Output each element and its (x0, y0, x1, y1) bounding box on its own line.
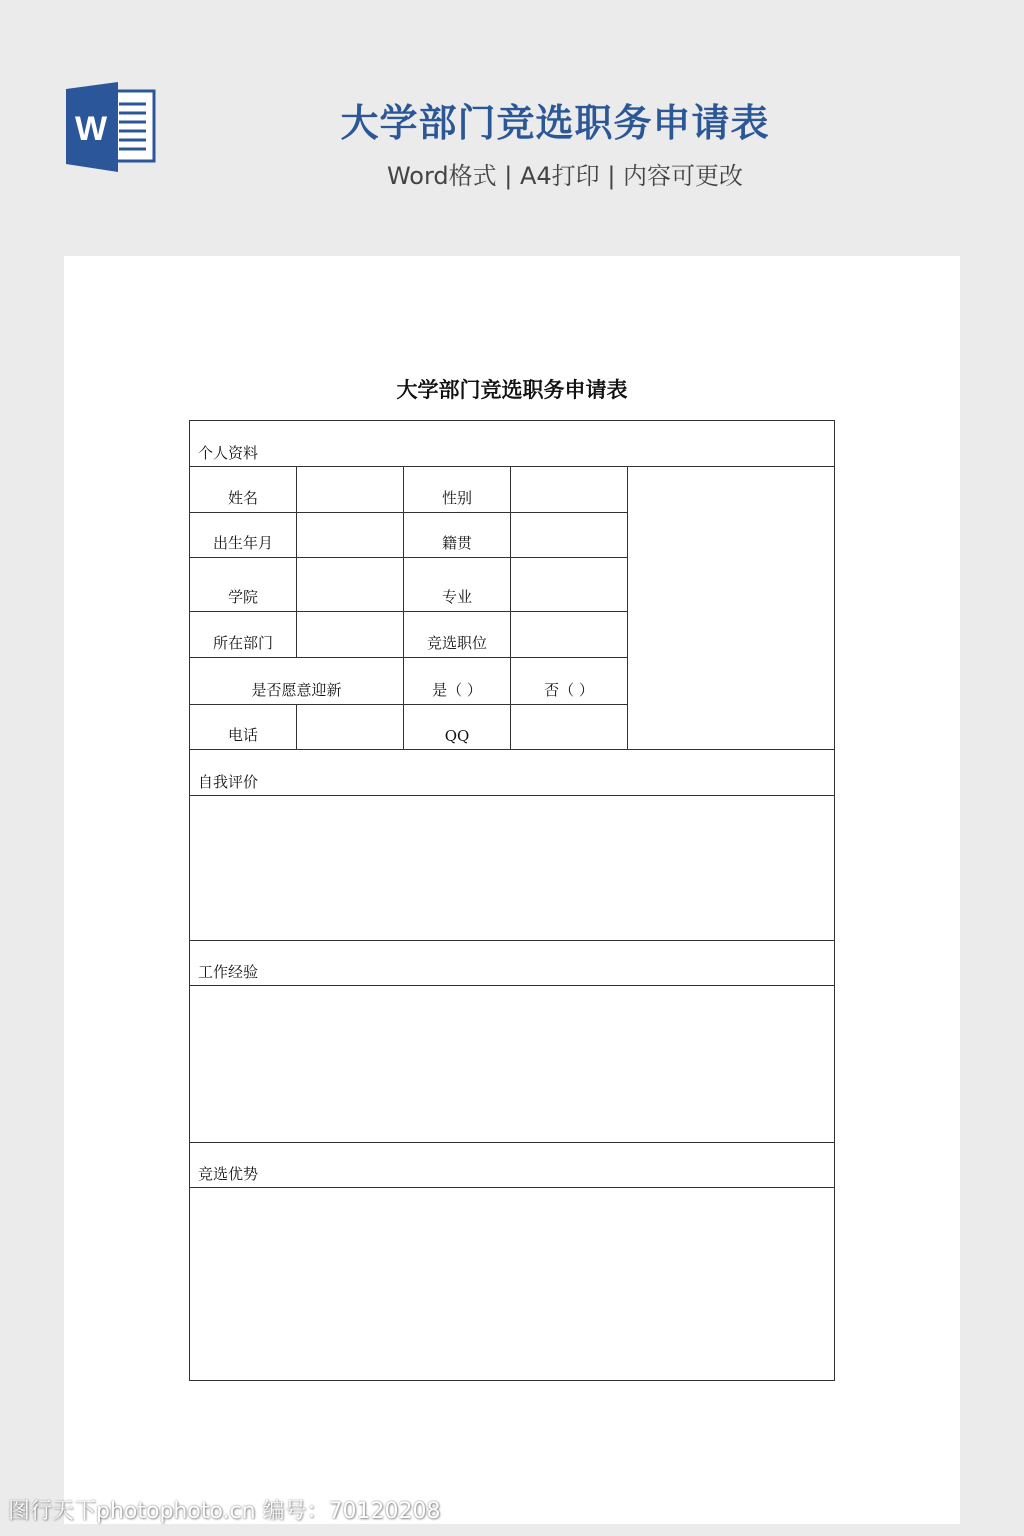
input-position[interactable] (511, 612, 628, 658)
input-campaign-advantages[interactable] (190, 1188, 835, 1381)
section-work-experience: 工作经验 (190, 941, 835, 986)
input-name[interactable] (297, 467, 404, 513)
option-no[interactable]: 否（ ） (511, 658, 628, 705)
header-title: 大学部门竞选职务申请表 (340, 101, 770, 145)
label-name: 姓名 (190, 467, 297, 513)
section-campaign-advantages: 竞选优势 (190, 1143, 835, 1188)
document-title: 大学部门竞选职务申请表 (396, 377, 628, 402)
section-self-evaluation: 自我评价 (190, 750, 835, 796)
input-work-experience[interactable] (190, 986, 835, 1143)
input-college[interactable] (297, 558, 404, 612)
label-native-place: 籍贯 (404, 513, 511, 558)
input-qq[interactable] (511, 705, 628, 750)
input-gender[interactable] (511, 467, 628, 513)
word-logo-icon (64, 82, 156, 172)
input-major[interactable] (511, 558, 628, 612)
label-position: 竞选职位 (404, 612, 511, 658)
label-gender: 性别 (404, 467, 511, 513)
input-self-evaluation[interactable] (190, 796, 835, 941)
header-subtitle: Word格式 | A4打印 | 内容可更改 (386, 162, 744, 190)
label-department: 所在部门 (190, 612, 297, 658)
input-department[interactable] (297, 612, 404, 658)
input-native-place[interactable] (511, 513, 628, 558)
application-form-table (189, 420, 835, 1381)
input-phone[interactable] (297, 705, 404, 750)
word-logo-letter: W (74, 110, 108, 148)
section-personal-info: 个人资料 (190, 421, 835, 467)
input-birth[interactable] (297, 513, 404, 558)
label-birth: 出生年月 (190, 513, 297, 558)
label-qq: QQ (404, 705, 511, 750)
label-college: 学院 (190, 558, 297, 612)
document-page (64, 256, 960, 1524)
photo-area[interactable] (628, 467, 835, 750)
option-yes[interactable]: 是（ ） (404, 658, 511, 705)
label-major: 专业 (404, 558, 511, 612)
label-phone: 电话 (190, 705, 297, 750)
label-welcome-question: 是否愿意迎新 (190, 658, 404, 705)
watermark-text: 图行天下photophoto.cn 编号：70120208 (8, 1499, 441, 1524)
